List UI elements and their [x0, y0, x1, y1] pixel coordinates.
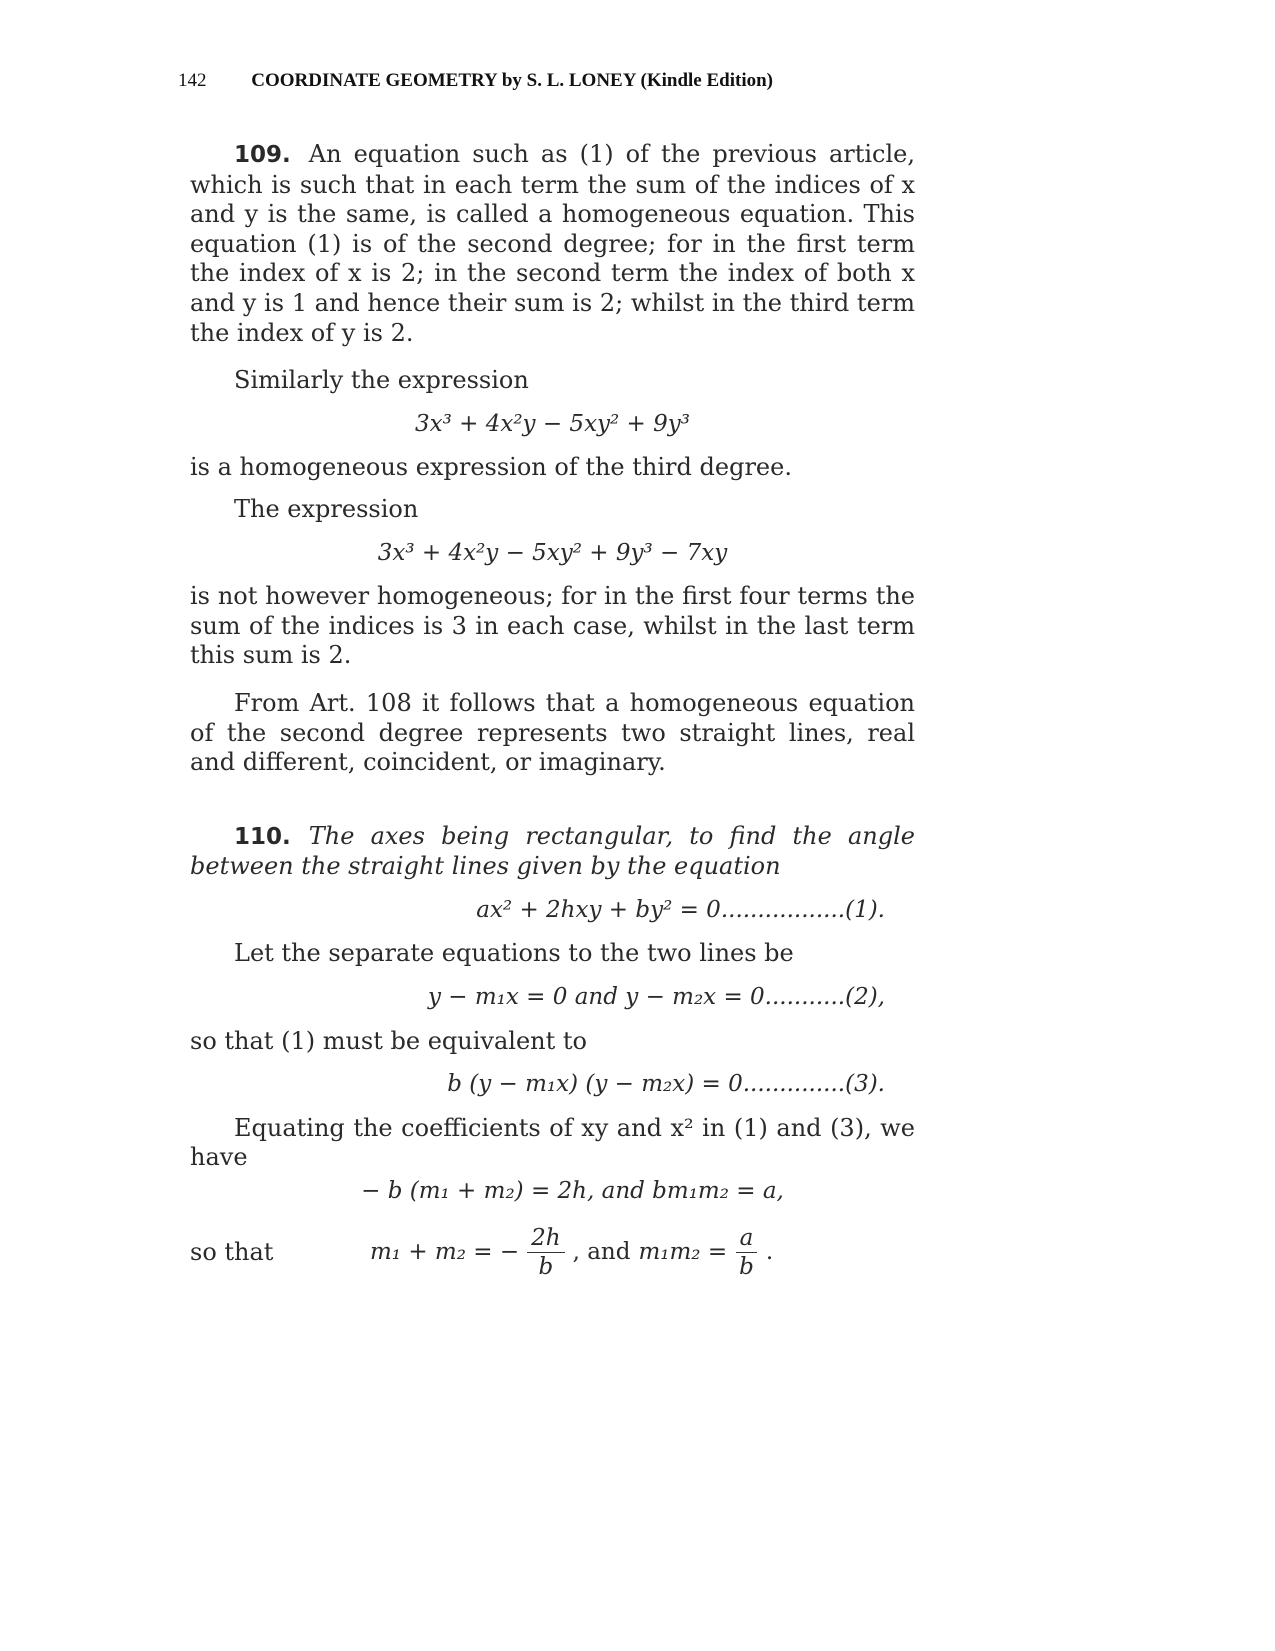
equation-3: b (y − m₁x) (y − m₂x) = 0..............(3).: [447, 1071, 885, 1098]
equating-text: Equating the coefficients of xy and x² in (1) and (3), we have: [190, 1113, 915, 1172]
running-header: [178, 70, 773, 92]
expression-2: 3x³ + 4x²y − 5xy² + 9y³ − 7xy: [377, 539, 728, 566]
equation-4: − b (m₁ + m₂) = 2h, and bm₁m₂ = a,: [361, 1178, 784, 1205]
art110-paragraph: [190, 822, 915, 882]
expression-1: 3x³ + 4x²y − 5xy² + 9y³: [415, 410, 690, 437]
equation-5: [370, 1224, 773, 1281]
equation-1: ax² + 2hxy + by² = 0.................(1).: [476, 896, 885, 923]
page-body: [190, 140, 915, 1287]
eq5-rhs2: m₁m₂ =: [638, 1238, 728, 1265]
page-number: 142: [178, 70, 207, 91]
let-separate-text: Let the separate equations to the two lines be: [234, 939, 794, 968]
fraction-2h-over-b: [527, 1224, 564, 1281]
fraction-numerator: a: [736, 1224, 758, 1253]
so-that-equivalent-text: so that (1) must be equivalent to: [190, 1026, 587, 1055]
similarly-text: Similarly the expression: [234, 366, 529, 395]
eq5-comma-and: , and: [572, 1238, 631, 1265]
fraction-a-over-b: [735, 1224, 758, 1281]
art110-number: 110.: [234, 823, 291, 850]
eq5-lhs: m₁ + m₂ = −: [370, 1238, 520, 1265]
art110-heading: The axes being rectangular, to find the angle between the straight lines given by the equation: [190, 821, 915, 881]
art109-intro: An equation such as (1) of the previous article, which is such that in each term the sum of the indices of x and y is the same, is called a homogeneous equation. This equation (1) is of the second degree; for in the first term the index of x is 2; in the second term the index of both x and y is 1 and hence their sum is 2; whilst in the third term the index of y is 2.: [190, 140, 915, 347]
art109-number: 109.: [234, 142, 291, 168]
fraction-denominator: b: [739, 1254, 754, 1281]
equation-2: y − m₁x = 0 and y − m₂x = 0...........(2),: [427, 984, 885, 1011]
so-that-label: so that: [190, 1237, 274, 1266]
equation-5-line: [190, 1219, 915, 1287]
fraction-denominator: b: [538, 1254, 554, 1281]
expression-1-description: is a homogeneous expression of the third degree.: [190, 453, 792, 482]
eq5-end: .: [765, 1238, 774, 1265]
fraction-numerator: 2h: [527, 1224, 564, 1253]
book-title: COORDINATE GEOMETRY by S. L. LONEY (Kindle Edition): [251, 70, 773, 91]
from-art-108-text: From Art. 108 it follows that a homogeneous equation of the second degree represents two straight lines, real and different, coincident, or imaginary.: [190, 688, 915, 777]
not-homogeneous-text: is not however homogeneous; for in the first four terms the sum of the indices is 3 in each case, whilst in the last term this sum is 2.: [190, 582, 915, 670]
the-expression-text: The expression: [234, 494, 419, 523]
art109-paragraph: [190, 140, 915, 348]
